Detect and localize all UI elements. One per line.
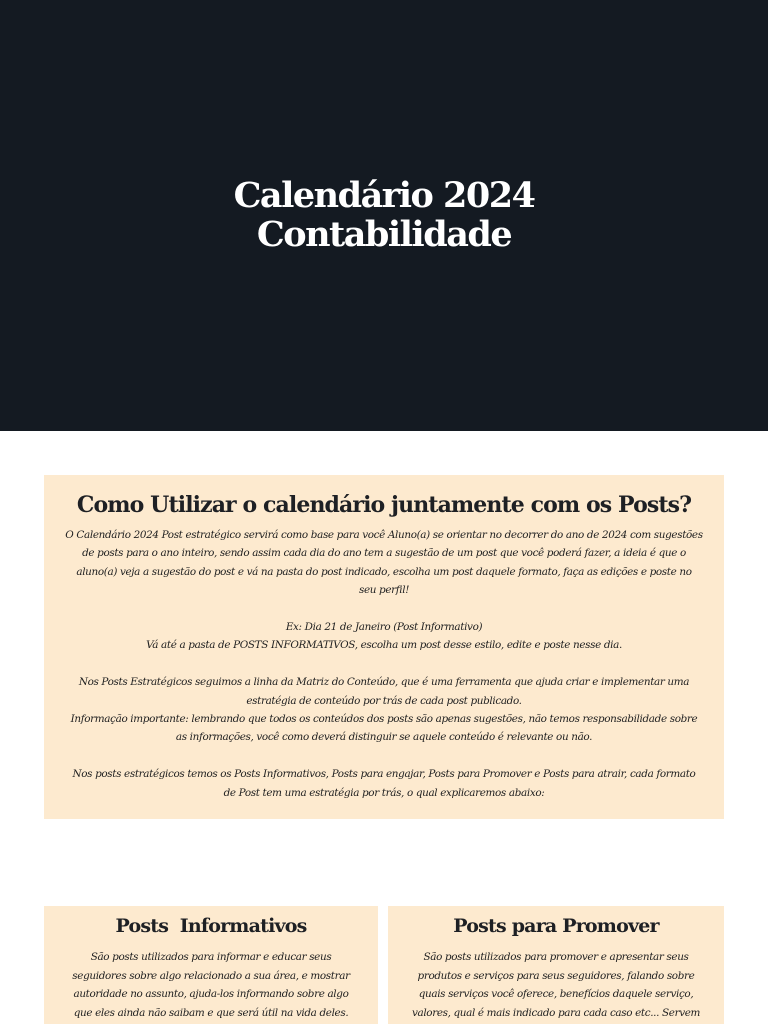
card-title: Posts para Promover	[453, 915, 659, 937]
cover-title-line-2: Contabilidade	[256, 214, 512, 255]
strategy-line: Informação importante: lembrando que todos os conteúdos dos posts são apenas sugestões, não temos responsabilidade sobre	[70, 713, 698, 726]
card-line: São posts utilizados para promover e apresentar seus	[423, 951, 689, 963]
card-line: que eles ainda não saibam e que será útil na vida deles.	[73, 1006, 349, 1019]
intro-line: seu perfil!	[358, 584, 410, 597]
card-line: valores, qual é mais indicado para cada caso etc... Servem	[411, 1006, 701, 1019]
strategy-line: estratégia de conteúdo por trás de cada post publicado.	[246, 694, 522, 707]
card-description	[58, 948, 364, 1022]
cover-title	[0, 176, 768, 254]
card-description	[402, 948, 710, 1022]
strategy-paragraph	[58, 673, 710, 747]
how-to-use-heading: Como Utilizar o calendário juntamente com os Posts?	[76, 492, 692, 518]
card-line: seguidores sobre algo relacionado a sua área, e mostrar	[72, 969, 350, 982]
cover-title-line-1: Calendário 2024	[233, 175, 535, 216]
example-line: Vá até a pasta de POSTS INFORMATIVOS, escolha um post desse estilo, edite e poste nesse dia.	[146, 639, 622, 652]
card-line: São posts utilizados para informar e educar seus	[90, 951, 332, 963]
card-line: quais serviços você oferece, benefícios daquele serviço,	[418, 988, 694, 1001]
card-title: Posts Informativos	[115, 915, 307, 937]
formats-line: Nos posts estratégicos temos os Posts Informativos, Posts para engajar, Posts para Promover e Posts para atrair, cada formato	[72, 768, 696, 781]
formats-line: de Post tem uma estratégia por trás, o qual explicaremos abaixo:	[223, 786, 545, 799]
cover-banner	[0, 0, 768, 431]
intro-line: aluno(a) veja a sugestão do post e vá na pasta do post indicado, escolha um post daquele formato, faça as edições e poste no	[76, 565, 692, 578]
intro-line: de posts para o ano inteiro, sendo assim cada dia do ano tem a sugestão de um post que você poderá fazer, a ideia é que o	[82, 547, 686, 560]
strategy-line: Nos Posts Estratégicos seguimos a linha da Matriz do Conteúdo, que é uma ferramenta que ajuda criar e implementar uma	[78, 676, 690, 689]
card-posts-informativos	[44, 906, 378, 1024]
strategy-line: as informações, você como deverá distinguir se aquele conteúdo é relevante ou não.	[175, 731, 593, 744]
example-paragraph	[58, 618, 710, 655]
card-line: produtos e serviços para seus seguidores, falando sobre	[417, 969, 695, 982]
formats-paragraph	[58, 765, 710, 802]
card-line: autoridade no assunto, ajuda-los informando sobre algo	[73, 988, 349, 1001]
how-to-use-box	[44, 475, 724, 819]
intro-paragraph	[58, 526, 710, 600]
example-line: Ex: Dia 21 de Janeiro (Post Informativo)	[285, 621, 483, 634]
card-posts-para-promover	[388, 906, 724, 1024]
intro-line: O Calendário 2024 Post estratégico servirá como base para você Aluno(a) se orientar no decorrer do ano de 2024 com sugestões	[65, 529, 703, 541]
